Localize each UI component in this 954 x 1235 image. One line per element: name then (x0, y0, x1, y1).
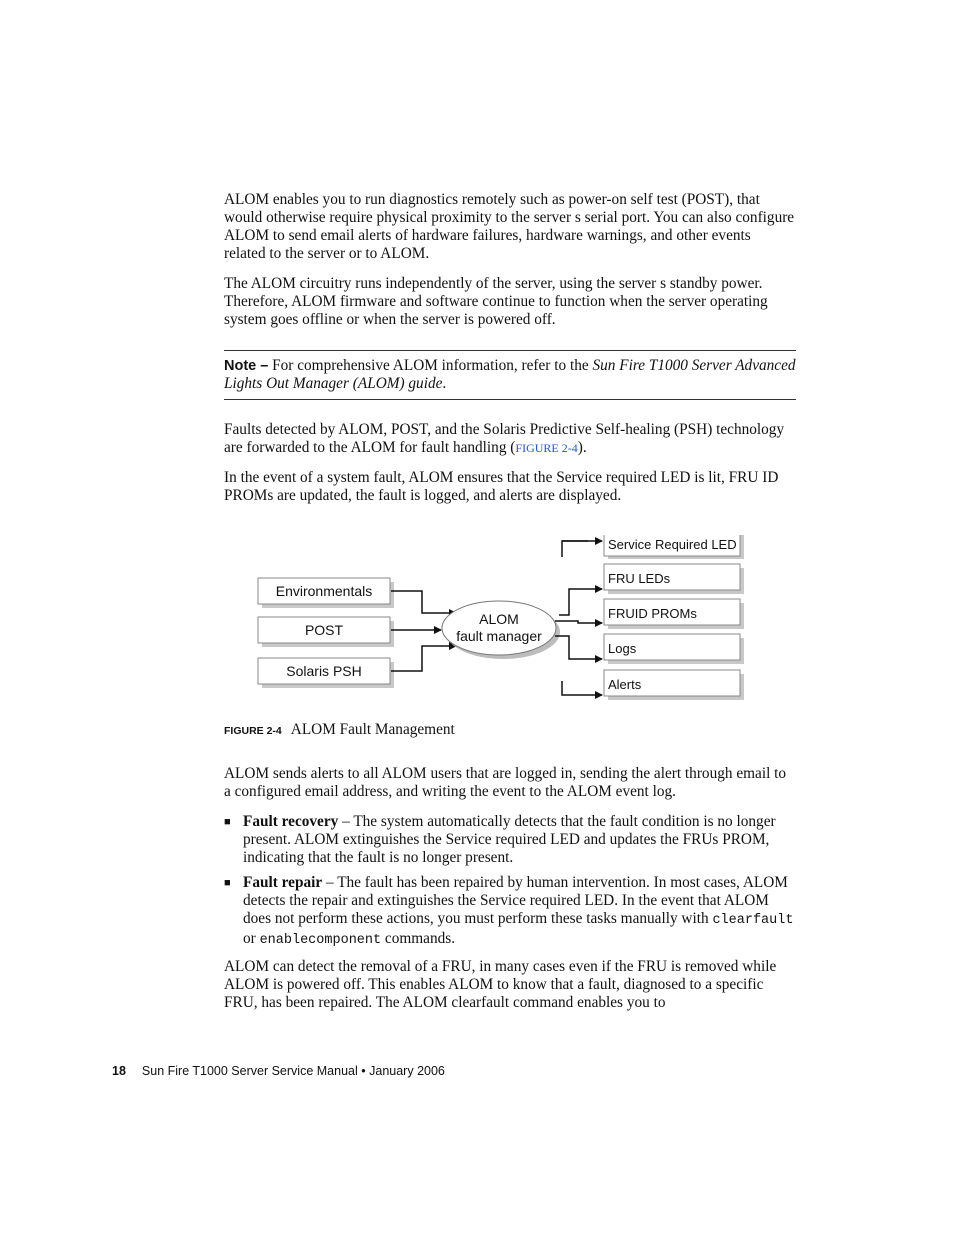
fault-manager-label-1: ALOM (479, 611, 519, 627)
output-label-fru-leds: FRU LEDs (608, 571, 671, 586)
bullet-text-commands: commands. (381, 930, 456, 947)
page-footer (112, 1064, 445, 1078)
page-number: 18 (112, 1064, 126, 1078)
bullet-square-icon: ■ (224, 877, 231, 889)
page-content (224, 191, 796, 1024)
output-label-service-required-led: Service Required LED (608, 537, 737, 552)
alom-fault-management-figure (224, 535, 796, 711)
connector-logs (555, 636, 602, 659)
figure-caption (224, 721, 796, 740)
connector-fru-leds (559, 589, 602, 615)
output-box-alerts (604, 670, 744, 700)
output-label-fruid-proms: FRUID PROMs (608, 606, 697, 621)
code-enablecomponent: enablecomponent (259, 933, 382, 948)
note-end: . (442, 375, 447, 392)
paragraph-system-fault: In the event of a system fault, ALOM ensures that the Service required LED is lit, FRU ID PROMs are updated, the fault is logged, and alerts are displayed. (224, 469, 779, 504)
output-box-logs (604, 634, 744, 664)
list-item (224, 874, 796, 950)
connector-solaris-psh (391, 646, 456, 671)
footer-separator: • (361, 1064, 366, 1078)
input-box-solaris-psh (258, 658, 394, 688)
paragraph-alom-circuitry: The ALOM circuitry runs independently of the server, using the server s standby power. Therefore, ALOM firmware and software continue to function when the server operating system goes offline or when the server is powered off. (224, 275, 768, 328)
note-guide-title: Sun Fire T1000 Server Advanced Lights Out Manager (ALOM) guide (224, 357, 796, 392)
bullet-text-or: or (243, 930, 260, 947)
output-box-fru-leds (604, 564, 744, 594)
footer-date: January 2006 (369, 1064, 445, 1078)
footer-title: Sun Fire T1000 Server Service Manual (141, 1064, 358, 1078)
code-clearfault: clearfault (712, 913, 794, 928)
paragraph-fru-removal: ALOM can detect the removal of a FRU, in many cases even if the FRU is removed while ALOM is powered off. This enables ALOM to know that a fault, diagnosed to a specific FRU, has been repaired. The ALOM clearfault command enables you to (224, 958, 777, 1011)
input-label-environmentals: Environmentals (275, 583, 373, 599)
paragraph-alom-diagnostics: ALOM enables you to run diagnostics remotely such as power-on self test (POST), that would otherwise require physical proximity to the server s serial port. You can also configure ALOM to send email alerts of hardware failures, hardware warnings, and other events related to the server or to ALOM. (224, 191, 795, 262)
list-item (224, 813, 796, 867)
connector-service-led-stub (562, 541, 588, 557)
output-box-fruid-proms (604, 599, 744, 629)
input-box-environmentals (258, 578, 394, 608)
alom-fault-manager-node (442, 601, 560, 659)
figure-caption-text: ALOM Fault Management (290, 721, 455, 738)
faults-text-end: ). (577, 439, 587, 456)
output-label-logs: Logs (608, 641, 637, 656)
fault-bullet-list (224, 813, 796, 950)
fault-diagram (224, 535, 796, 711)
connector-fruid-proms (555, 621, 602, 623)
figure-link[interactable]: FIGURE 2-4 (515, 441, 578, 455)
bullet-term-fault-recovery: Fault recovery (243, 813, 339, 830)
input-label-post: POST (304, 622, 344, 638)
paragraph-faults-detected (224, 421, 796, 457)
note-text: For comprehensive ALOM information, refer to the (268, 357, 593, 374)
note-box (224, 350, 796, 400)
output-box-service-required-led (604, 535, 744, 559)
paragraph-alom-sends-alerts: ALOM sends alerts to all ALOM users that are logged in, sending the alert through email to a configured email address, and writing the event to the ALOM event log. (224, 765, 787, 800)
note-lead: Note – (224, 358, 269, 374)
bullet-text-fault-recovery: – The system automatically detects that the fault condition is no longer present. ALOM extinguishes the Service required LED and updates the FRUs PROM, indicating that the fault is no longer present. (243, 813, 776, 866)
figure-caption-label: FIGURE 2-4 (224, 725, 282, 737)
faults-text: Faults detected by ALOM, POST, and the Solaris Predictive Self-healing (PSH) technology are forwarded to the ALOM for fault handling ( (224, 421, 785, 456)
bullet-text-fault-repair: – The fault has been repaired by human intervention. In most cases, ALOM detects the repair and extinguishes the Service required LED. In the event that ALOM does not perform these actions, you must perform these tasks manually with (243, 874, 788, 927)
bullet-term-fault-repair: Fault repair (243, 874, 323, 891)
bullet-square-icon: ■ (224, 816, 231, 828)
fault-manager-label-2: fault manager (456, 628, 542, 644)
connector-alerts (562, 681, 602, 695)
output-label-alerts: Alerts (608, 677, 642, 692)
connector-environmentals (391, 591, 456, 613)
input-label-solaris-psh: Solaris PSH (286, 663, 362, 679)
input-box-post (258, 617, 394, 647)
